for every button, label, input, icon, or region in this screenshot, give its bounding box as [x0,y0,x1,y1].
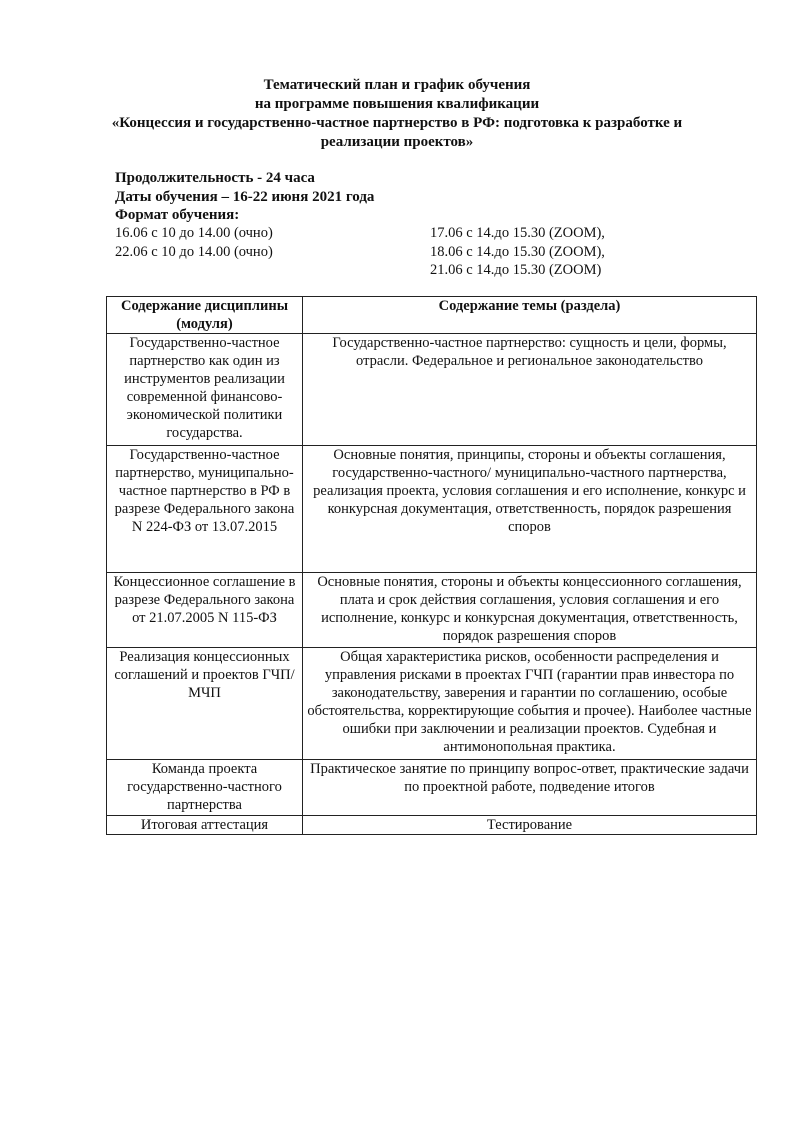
format-label: Формат обучения: [115,207,240,223]
title-line-4: реализации проектов» [320,134,474,150]
schedule-item: 21.06 с 14.до 15.30 (ZOOM) [430,262,602,278]
schedule-item: 16.06 с 10 до 14.00 (очно) [115,225,273,241]
header-module: Содержание дисциплины (модуля) [107,297,303,334]
module-cell: Итоговая аттестация [107,816,303,835]
table-row [107,760,757,816]
module-cell: Команда проекта государственно-частного партнерства [107,760,303,816]
header-topic: Содержание темы (раздела) [303,297,757,334]
title-line-3: «Концессия и государственно-частное партнерство в РФ: подготовка к разработке и [111,115,683,131]
schedule-item: 17.06 с 14.до 15.30 (ZOOM), [430,225,605,241]
program-meta [115,169,374,225]
topic-cell: Общая характеристика рисков, особенности распределения и управления рисками в проектах ГЧП (гарантии прав инвестора по законодательству, заверения и гарантии по соглашению, особые обстоятельства, корректирующие события и прочее). Наиболее частные ошибки при заключении и реализации проектов. Судебная и антимонопольная практика. [303,648,757,760]
table-header-row [107,297,757,334]
module-cell: Концессионное соглашение в разрезе Федерального закона от 21.07.2005 N 115-ФЗ [107,573,303,648]
schedule-item: 18.06 с 14.до 15.30 (ZOOM), [430,243,605,260]
schedule-in-person [115,224,273,261]
module-cell: Государственно-частное партнерство, муниципально-частное партнерство в РФ в разрезе Федерального закона N 224-ФЗ от 13.07.2015 [107,446,303,573]
table-row [107,573,757,648]
topic-cell: Основные понятия, стороны и объекты концессионного соглашения, плата и срок действия соглашения, условия соглашения и его исполнение, конкурс и конкурсная документация, ответственность, порядок разрешения споров [303,573,757,648]
curriculum-table [106,296,757,835]
duration: Продолжительность - 24 часа [115,170,315,186]
topic-cell: Практическое занятие по принципу вопрос-ответ, практические задачи по проектной работе, подведение итогов [303,760,757,816]
module-cell: Государственно-частное партнерство как один из инструментов реализации современной финансово-экономической политики государства. [107,334,303,446]
document-title [0,76,794,152]
table-row [107,334,757,446]
schedule-online [430,224,605,280]
topic-cell: Государственно-частное партнерство: сущность и цели, формы, отрасли. Федеральное и региональное законодательство [303,334,757,446]
table-row [107,816,757,835]
topic-cell: Тестирование [303,816,757,835]
table-row [107,648,757,760]
training-dates: Даты обучения – 16-22 июня 2021 года [115,188,375,205]
table-row [107,446,757,573]
module-cell: Реализация концессионных соглашений и проектов ГЧП/МЧП [107,648,303,760]
title-line-1: Тематический план и график обучения [263,77,531,93]
topic-cell: Основные понятия, принципы, стороны и объекты соглашения, государственно-частного/ муниципально-частного партнерства, реализация проекта, условия соглашения и его исполнение, конкурс и конкурсная документация, ответственность, порядок разрешения споров [303,446,757,573]
schedule-item: 22.06 с 10 до 14.00 (очно) [115,243,273,260]
title-line-2: на программе повышения квалификации [254,96,540,112]
